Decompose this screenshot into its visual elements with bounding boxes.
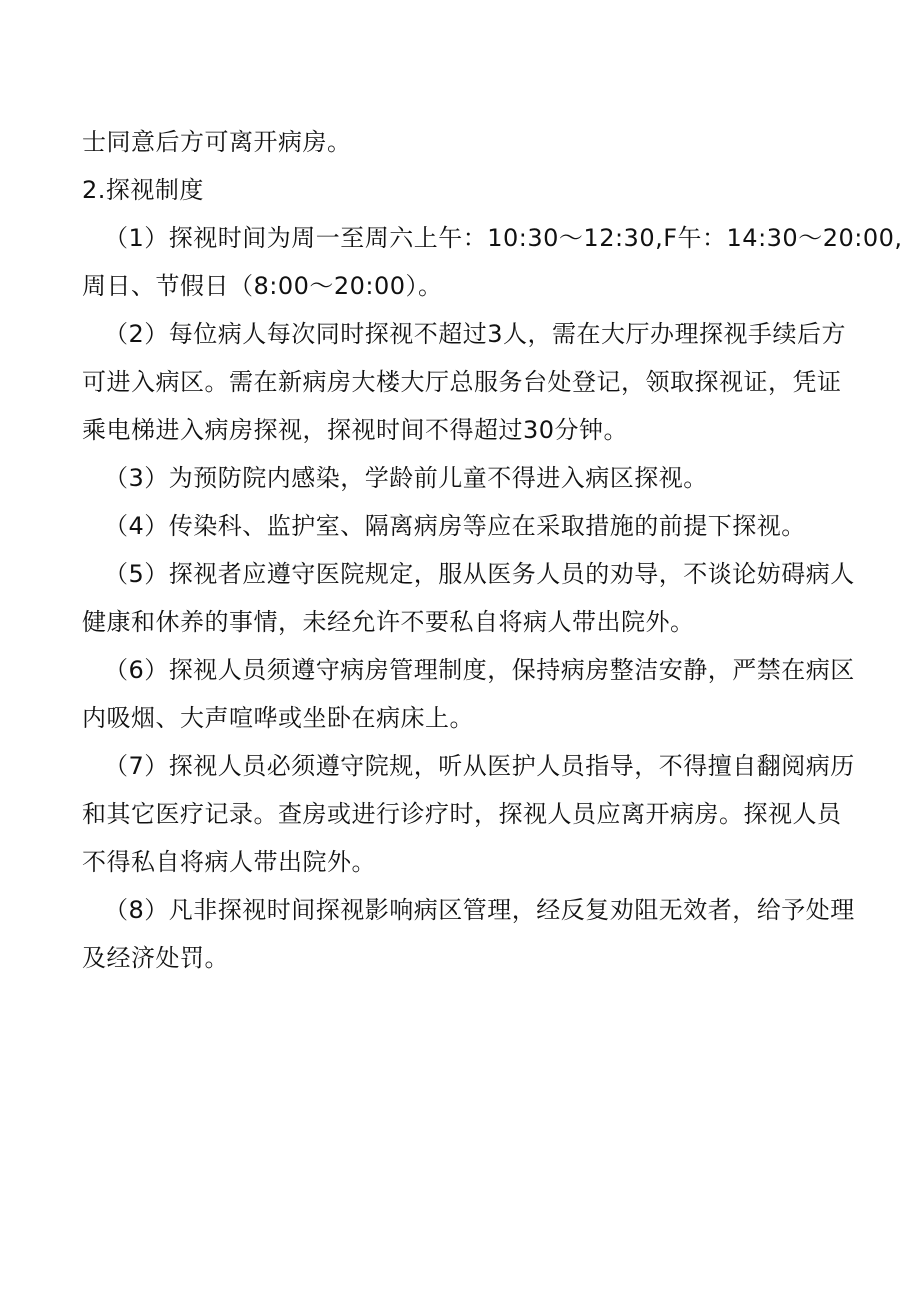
rule-6-line-2: 内吸烟、大声喧哗或坐卧在病床上。 [82,704,474,732]
rule-8-line-1: （8）凡非探视时间探视影响病区管理，经反复劝阻无效者，给予处理 [104,896,855,924]
rule-5-line-1: （5）探视者应遵守医院规定，服从医务人员的劝导，不谈论妨碍病人 [104,560,855,588]
section-heading: 2.探视制度 [82,176,204,204]
rule-2-line-2: 可进入病区。需在新病房大楼大厅总服务台处登记，领取探视证，凭证 [82,368,842,396]
rule-8-line-2: 及经济处罚。 [82,944,229,972]
rule-1-line-1: （1）探视时间为周一至周六上午：10:30～12:30,F午：14:30～20:00, [104,224,903,252]
rule-7-line-3: 不得私自将病人带出院外。 [82,848,376,876]
rule-3-line-1: （3）为预防院内感染，学龄前儿童不得进入病区探视。 [104,464,708,492]
rule-2-line-3: 乘电梯进入病房探视，探视时间不得超过30分钟。 [82,416,629,444]
rule-7-line-2: 和其它医疗记录。查房或进行诊疗时，探视人员应离开病房。探视人员 [82,800,842,828]
rule-7-line-1: （7）探视人员必须遵守院规，听从医护人员指导，不得擅自翻阅病历 [104,752,855,780]
document-body [82,118,903,982]
rule-4-line-1: （4）传染科、监护室、隔离病房等应在采取措施的前提下探视。 [104,512,806,540]
rule-6-line-1: （6）探视人员须遵守病房管理制度，保持病房整洁安静，严禁在病区 [104,656,855,684]
rule-2-line-1: （2）每位病人每次同时探视不超过3人，需在大厅办理探视手续后方 [104,320,847,348]
text-line-continuation: 士同意后方可离开病房。 [82,128,352,156]
rule-5-line-2: 健康和休养的事情，未经允许不要私自将病人带出院外。 [82,608,695,636]
rule-1-line-2: 周日、节假日（8:00～20:00）。 [82,272,443,300]
